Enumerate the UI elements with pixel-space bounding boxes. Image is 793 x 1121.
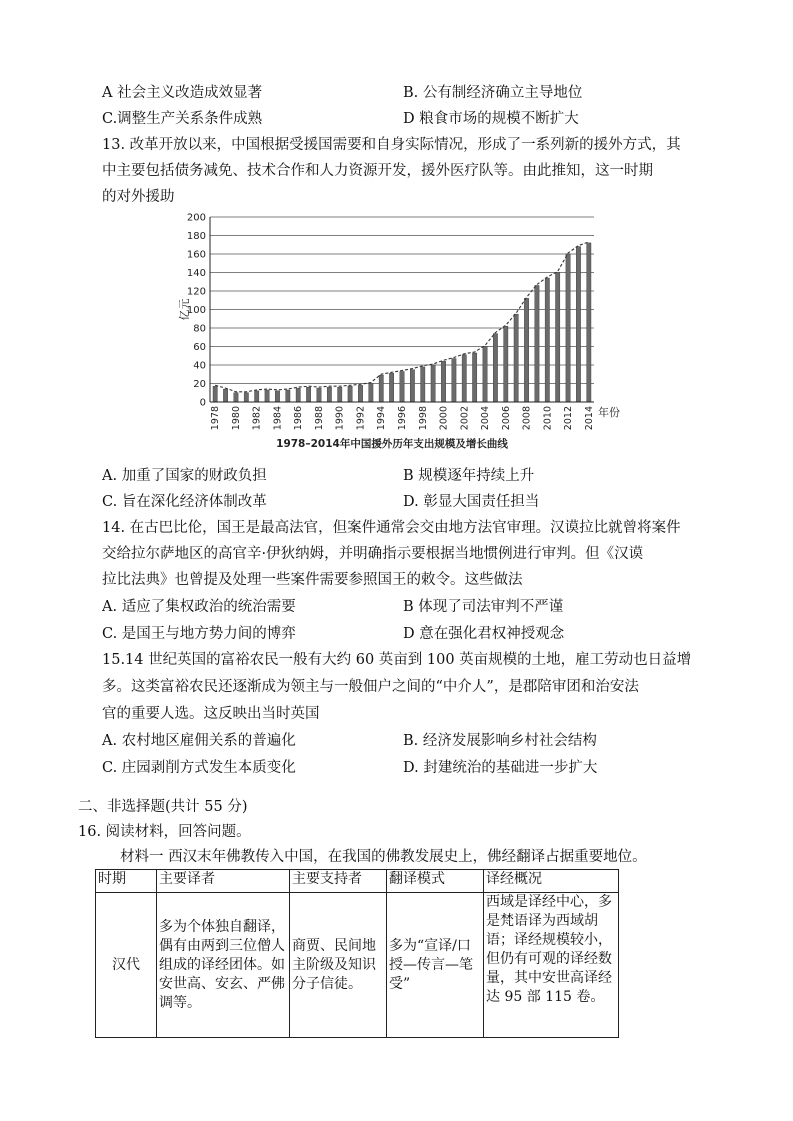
- x-tick-label: 2002: [459, 406, 471, 431]
- q13-option-c: C. 旨在深化经济体制改革: [102, 494, 267, 510]
- overview-text: 西域是译经中心，多是梵语译为西域胡语；译经规模较小， 但仍有可观的译经数量，其中安世高译经达 95 部 115 卷。: [486, 894, 612, 1005]
- q14-option-d: D 意在强化君权神授观念: [403, 626, 565, 642]
- q13-option-d: D. 彰显大国责任担当: [403, 494, 540, 510]
- q14-option-a: A. 适应了集权政治的统治需要: [102, 599, 296, 615]
- q14-option-c: C. 是国王与地方势力间的博弈: [102, 626, 296, 642]
- mode-text: 多为“宣译/口授—传言—笔受”: [389, 937, 473, 992]
- material1-intro: 材料一 西汉末年佛教传入中国，在我国的佛教发展史上，佛经翻译占据重要地位。: [120, 849, 647, 865]
- bar-1989: [327, 387, 331, 402]
- x-tick-label: 1984: [272, 406, 284, 431]
- y-tick-label: 40: [193, 360, 206, 372]
- q12-option-d: D 粮食市场的规模不断扩大: [403, 111, 579, 127]
- x-tick-label: 2006: [500, 406, 512, 431]
- table-header-translators: 主要译者: [157, 870, 290, 893]
- q12-option-a: A 社会主义改造成效显著: [102, 85, 263, 101]
- bar-2009: [535, 285, 539, 402]
- q12-option-b: B. 公有制经济确立主导地位: [403, 85, 583, 101]
- table-cell-mode: [387, 893, 484, 1038]
- bar-2014: [587, 243, 591, 402]
- q15-stem-line1: 15.14 世纪英国的富裕农民一般有大约 60 英亩到 100 英亩规模的土地，雇工劳动也日益增: [102, 652, 692, 668]
- bar-1982: [255, 391, 259, 402]
- bar-2011: [555, 273, 559, 403]
- bar-2002: [462, 355, 466, 402]
- q13-option-b: B 规模逐年持续上升: [403, 468, 535, 484]
- x-tick-label: 1982: [251, 406, 263, 431]
- supporters-text: 商贾、民间地主阶级及知识分子信徒。: [292, 937, 376, 992]
- table-row: [96, 893, 619, 1038]
- bar-2003: [472, 353, 476, 402]
- x-tick-label: 2000: [438, 406, 450, 431]
- y-tick-label: 160: [186, 249, 206, 261]
- y-tick-label: 100: [186, 305, 206, 316]
- x-tick-label: 1992: [355, 406, 367, 431]
- x-tick-label: 1998: [417, 406, 429, 431]
- aid-chart-svg: [178, 205, 632, 453]
- bar-1983: [265, 390, 269, 402]
- x-tick-label: 1978: [210, 406, 222, 431]
- table-cell-translators: [157, 893, 290, 1038]
- y-tick-label: 0: [199, 397, 206, 409]
- bar-1979: [223, 389, 227, 402]
- x-tick-label: 2012: [563, 406, 575, 431]
- chart-title: 1978–2014年中国援外历年支出规模及增长曲线: [276, 438, 508, 450]
- bar-1997: [410, 370, 414, 402]
- table-header-mode: 翻译模式: [387, 870, 484, 893]
- y-tick-label: 80: [193, 323, 206, 335]
- bar-2005: [493, 334, 497, 402]
- q15-option-d: D. 封建统治的基础进一步扩大: [403, 760, 598, 776]
- aid-chart: [178, 205, 632, 453]
- bar-1995: [389, 373, 393, 402]
- table-cell-supporters: [290, 893, 387, 1038]
- y-tick-label: 60: [193, 342, 206, 353]
- q15-stem-line3: 官的重要人选。这反映出当时英国: [102, 706, 320, 722]
- q14-stem-line1: 14. 在古巴比伦，国王是最高法官，但案件通常会交由地方法官审理。汉谟拉比就曾将案件: [102, 520, 681, 536]
- x-tick-label: 1988: [314, 406, 325, 431]
- x-tick-label: 1990: [334, 406, 346, 431]
- bar-2012: [566, 254, 570, 402]
- q15-option-c: C. 庄园剥削方式发生本质变化: [102, 760, 296, 776]
- x-tick-label: 2014: [583, 406, 595, 431]
- x-tick-label: 2004: [480, 406, 491, 431]
- table-cell-period: 汉代: [96, 893, 157, 1038]
- q14-stem-line2: 交给拉尔萨地区的高官辛·伊狄纳姆，并明确指示要根据当地惯例进行审判。但《汉谟: [102, 546, 644, 562]
- bar-2007: [514, 314, 518, 402]
- bar-1991: [348, 386, 352, 402]
- bar-1996: [400, 371, 404, 402]
- q13-option-a: A. 加重了国家的财政负担: [102, 468, 267, 484]
- bar-1985: [286, 390, 290, 402]
- bar-1981: [244, 393, 248, 402]
- table-header-overview: 译经概况: [484, 870, 619, 893]
- table-cell-overview: [484, 893, 619, 1038]
- growth-curve: [215, 242, 589, 392]
- q13-stem-line3: 的对外援助: [102, 189, 175, 205]
- bar-2010: [545, 278, 549, 402]
- q12-option-c: C.调整生产关系条件成熟: [102, 111, 263, 127]
- bar-1980: [234, 393, 238, 402]
- q13-stem-line2: 中主要包括债务减免、技术合作和人力资源开发，援外医疗队等。由此推知，这一时期: [102, 163, 653, 179]
- q15-option-b: B. 经济发展影响乡村社会结构: [403, 733, 597, 749]
- x-axis-label: 年份: [598, 406, 620, 419]
- x-tick-label: 1980: [230, 406, 242, 431]
- bar-1986: [296, 388, 300, 402]
- x-tick-label: 1996: [397, 406, 408, 431]
- bar-1994: [379, 375, 383, 402]
- x-tick-label: 2008: [521, 406, 533, 431]
- q14-option-b: B 体现了司法审判不严谨: [403, 599, 564, 615]
- q15-option-a: A. 农村地区雇佣关系的普遍化: [102, 733, 296, 749]
- x-tick-label: 2010: [542, 406, 554, 431]
- bar-2001: [452, 359, 456, 402]
- y-tick-label: 120: [186, 286, 206, 298]
- q15-stem-line2: 多。这类富裕农民还逐渐成为领主与一般佃户之间的“中介人”，是郡陪审团和治安法: [102, 679, 639, 695]
- translation-table: [95, 869, 619, 1038]
- q13-stem-line1: 13. 改革开放以来，中国根据受援国需要和自身实际情况，形成了一系列新的援外方式，其: [102, 137, 681, 153]
- q14-stem-line3: 拉比法典》也曾提及处理一些案件需要参照国王的敕令。这些做法: [102, 572, 523, 588]
- table-header-period: 时期: [96, 870, 157, 893]
- bar-2013: [576, 247, 580, 402]
- y-tick-label: 140: [186, 268, 206, 279]
- bar-1988: [317, 388, 321, 402]
- q16-stem: 16. 阅读材料，回答问题。: [78, 824, 251, 840]
- bar-2006: [504, 326, 508, 402]
- bar-2008: [524, 298, 528, 402]
- bar-1992: [358, 385, 362, 402]
- bar-2000: [441, 361, 445, 402]
- bar-1978: [213, 386, 217, 402]
- bar-1993: [369, 384, 373, 403]
- bar-1998: [421, 367, 425, 402]
- bar-1984: [275, 391, 279, 402]
- x-tick-label: 1986: [293, 406, 305, 431]
- y-axis-label: 亿元: [178, 298, 191, 321]
- translators-text: 多为个体独自翻译，偶有由两到三位僧人组成的译经团体。如安世高、安玄、严佛调等。: [159, 918, 285, 1011]
- bar-2004: [483, 347, 487, 403]
- y-tick-label: 20: [193, 379, 206, 390]
- bar-1999: [431, 365, 435, 402]
- table-header-row: [96, 870, 619, 893]
- table-header-supporters: 主要支持者: [290, 870, 387, 893]
- y-tick-label: 180: [186, 231, 206, 242]
- bar-1987: [306, 387, 310, 402]
- section2-title: 二、非选择题(共计 55 分): [78, 799, 248, 815]
- bar-1990: [338, 387, 342, 402]
- y-tick-label: 200: [186, 212, 206, 224]
- x-tick-label: 1994: [376, 406, 388, 431]
